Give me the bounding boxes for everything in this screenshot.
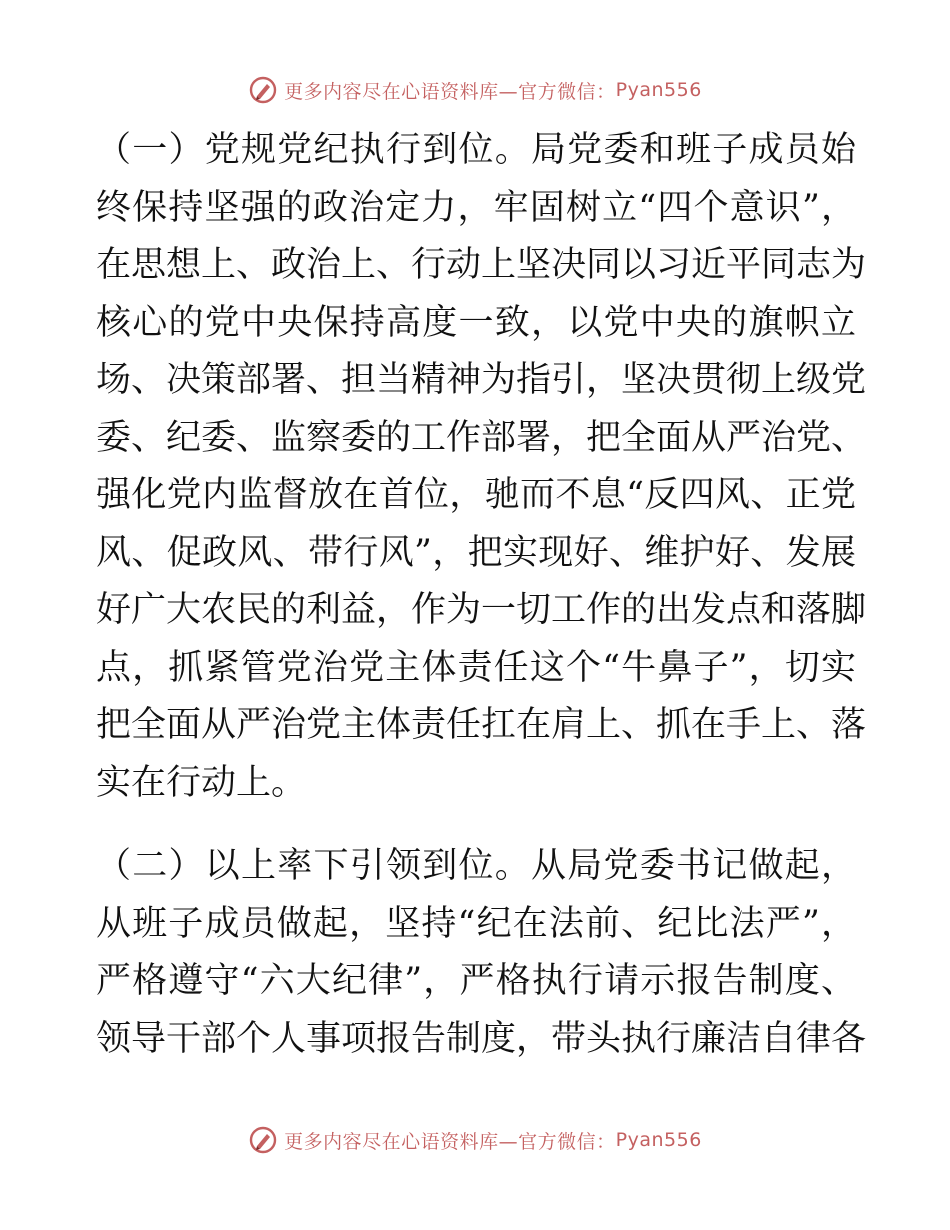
text-line: 把全面从严治党主体责任扛在肩上、抓在手上、落 bbox=[96, 705, 867, 745]
text-line: 委、纪委、监察委的工作部署，把全面从严治党、 bbox=[96, 417, 867, 458]
text-line: 在思想上、政治上、行动上坚决同以习近平同志为 bbox=[96, 245, 867, 285]
text-line: 终保持坚强的政治定力，牢固树立“四个意识”， bbox=[96, 187, 856, 228]
watermark-header bbox=[0, 72, 950, 108]
paragraph-1 bbox=[96, 122, 867, 812]
pen-logo-icon bbox=[248, 75, 278, 105]
watermark-contact: Pyan556 bbox=[615, 79, 702, 101]
text-line: 实在行动上。 bbox=[96, 762, 307, 803]
text-line: 强化党内监督放在首位，驰而不息“反四风、正党 bbox=[96, 475, 856, 515]
text-line: 点，抓紧管党治党主体责任这个“牛鼻子”，切实 bbox=[96, 647, 856, 688]
watermark-text: 更多内容尽在心语资料库—官方微信： bbox=[284, 80, 616, 103]
pen-logo-icon bbox=[248, 1125, 278, 1155]
text-line: （二）以上率下引领到位。从局党委书记做起， bbox=[96, 846, 856, 886]
text-line: 严格遵守“六大纪律”，严格执行请示报告制度、 bbox=[96, 961, 856, 1001]
text-line: 好广大农民的利益，作为一切工作的出发点和落脚 bbox=[96, 590, 867, 630]
text-line: 场、决策部署、担当精神为指引，坚决贯彻上级党 bbox=[96, 360, 867, 400]
watermark-text: 更多内容尽在心语资料库—官方微信： bbox=[284, 1130, 616, 1153]
text-line: 核心的党中央保持高度一致，以党中央的旗帜立 bbox=[96, 302, 856, 343]
text-line: （一）党规党纪执行到位。局党委和班子成员始 bbox=[96, 130, 856, 170]
watermark-footer bbox=[0, 1122, 950, 1158]
text-line: 领导干部个人事项报告制度，带头执行廉洁自律各 bbox=[96, 1018, 867, 1059]
text-line: 风、促政风、带行风”，把实现好、维护好、发展 bbox=[96, 532, 856, 573]
paragraph-2 bbox=[96, 838, 867, 1068]
text-line: 从班子成员做起，坚持“纪在法前、纪比法严”， bbox=[96, 903, 856, 944]
watermark-contact: Pyan556 bbox=[615, 1129, 702, 1151]
